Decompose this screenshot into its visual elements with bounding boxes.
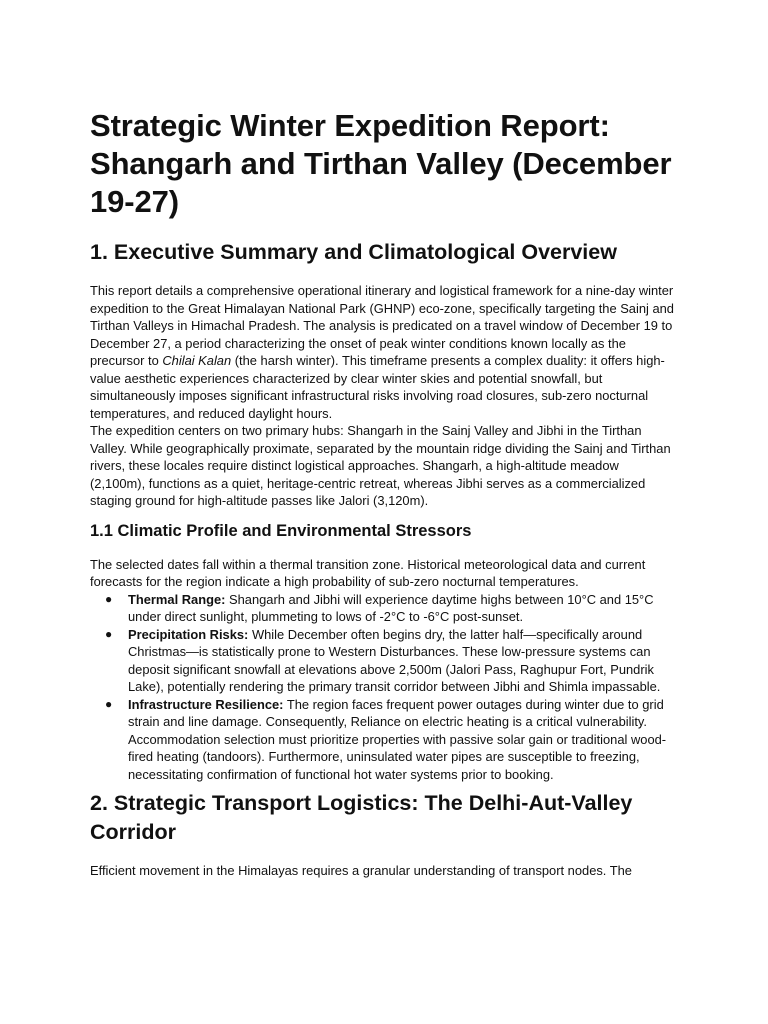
section-1-1-heading: 1.1 Climatic Profile and Environmental Stressors (90, 521, 472, 540)
list-item-text: Shangarh and Jibhi will experience daytime highs between 10°C and 15°C under direct sunlight, plummeting to lows of -2°C to -6°C post-sunset. (128, 591, 654, 624)
list-item-text: While December often begins dry, the latter half—specifically around Christmas—is statistically prone to Western Disturbances. These low-pressure systems can deposit significant snowfall at elevations above 2,500m (Jalori Pass, Raghupur Fort, Pundrik Lake), potentially rendering the primary transit corridor between Jibhi and Shimla impassable. (128, 626, 661, 694)
bullet-icon: ● (105, 626, 113, 641)
expedition-hubs-paragraph: The expedition centers on two primary hubs: Shangarh in the Sainj Valley and Jibhi in the Tirthan Valley. While geographically proximate, separated by the mountain ridge dividing the Sainj and Tirthan rivers, these locales require distinct logistical approaches. Shangarh, a high-altitude meadow (2,100m), functions as a quiet, heritage-centric retreat, whereas Jibhi serves as a commercialized staging ground for high-altitude passes like Jalori (3,120m). (90, 423, 671, 508)
climatic-stressors-list (90, 591, 676, 784)
bullet-icon: ● (105, 696, 113, 711)
document-title: Strategic Winter Expedition Report: Shangarh and Tirthan Valley (December 19-27) (90, 108, 672, 219)
list-item-term: Infrastructure Resilience: (128, 696, 284, 712)
list-item-term: Precipitation Risks: (128, 626, 249, 642)
bullet-icon: ● (105, 591, 113, 606)
section-2-heading: 2. Strategic Transport Logistics: The Delhi-Aut-Valley Corridor (90, 791, 633, 844)
list-item-text: The region faces frequent power outages during winter due to grid strain and line damage. Consequently, Reliance on electric heating is a critical vulnerability. Accommodation selection must prioritize properties with passive solar gain or traditional wood-fired heating (tandoors). Furthermore, uninsulated water pipes are susceptible to freezing, necessitating confirmation of functional hot water systems prior to booking. (128, 696, 667, 782)
list-item-thermal-range (105, 591, 676, 626)
list-item-term: Thermal Range: (128, 591, 226, 607)
section-1-heading: 1. Executive Summary and Climatological Overview (90, 240, 617, 264)
chilai-kalan-term: Chilai Kalan (162, 353, 232, 368)
section-1-body (90, 282, 676, 510)
list-item-precipitation-risks (105, 626, 676, 696)
summary-text-part-2: (the harsh winter). This timeframe presents a complex duality: it offers high-value aesthetic experiences characterized by clear winter skies and potential snowfall, but simultaneously imposes significant infrastructural risks involving road closures, sub-zero nocturnal temperatures, and reduced daylight hours. (90, 353, 665, 421)
transport-logistics-paragraph: Efficient movement in the Himalayas requires a granular understanding of transport nodes. The (90, 863, 632, 878)
summary-text-part-1: This report details a comprehensive operational itinerary and logistical framework for a nine-day winter expedition to the Great Himalayan National Park (GHNP) eco-zone, specifically targeting the Sainj and Tirthan Valleys in Himachal Pradesh. The analysis is predicated on a travel window of December 19 to December 27, a period characterizing the onset of peak winter conditions known locally as the precursor to (90, 283, 674, 368)
list-item-infrastructure-resilience (105, 696, 676, 784)
executive-summary-paragraph (90, 282, 676, 422)
climatic-profile-intro: The selected dates fall within a thermal transition zone. Historical meteorological data and current forecasts for the region indicate a high probability of sub-zero nocturnal temperatures. (90, 556, 646, 589)
